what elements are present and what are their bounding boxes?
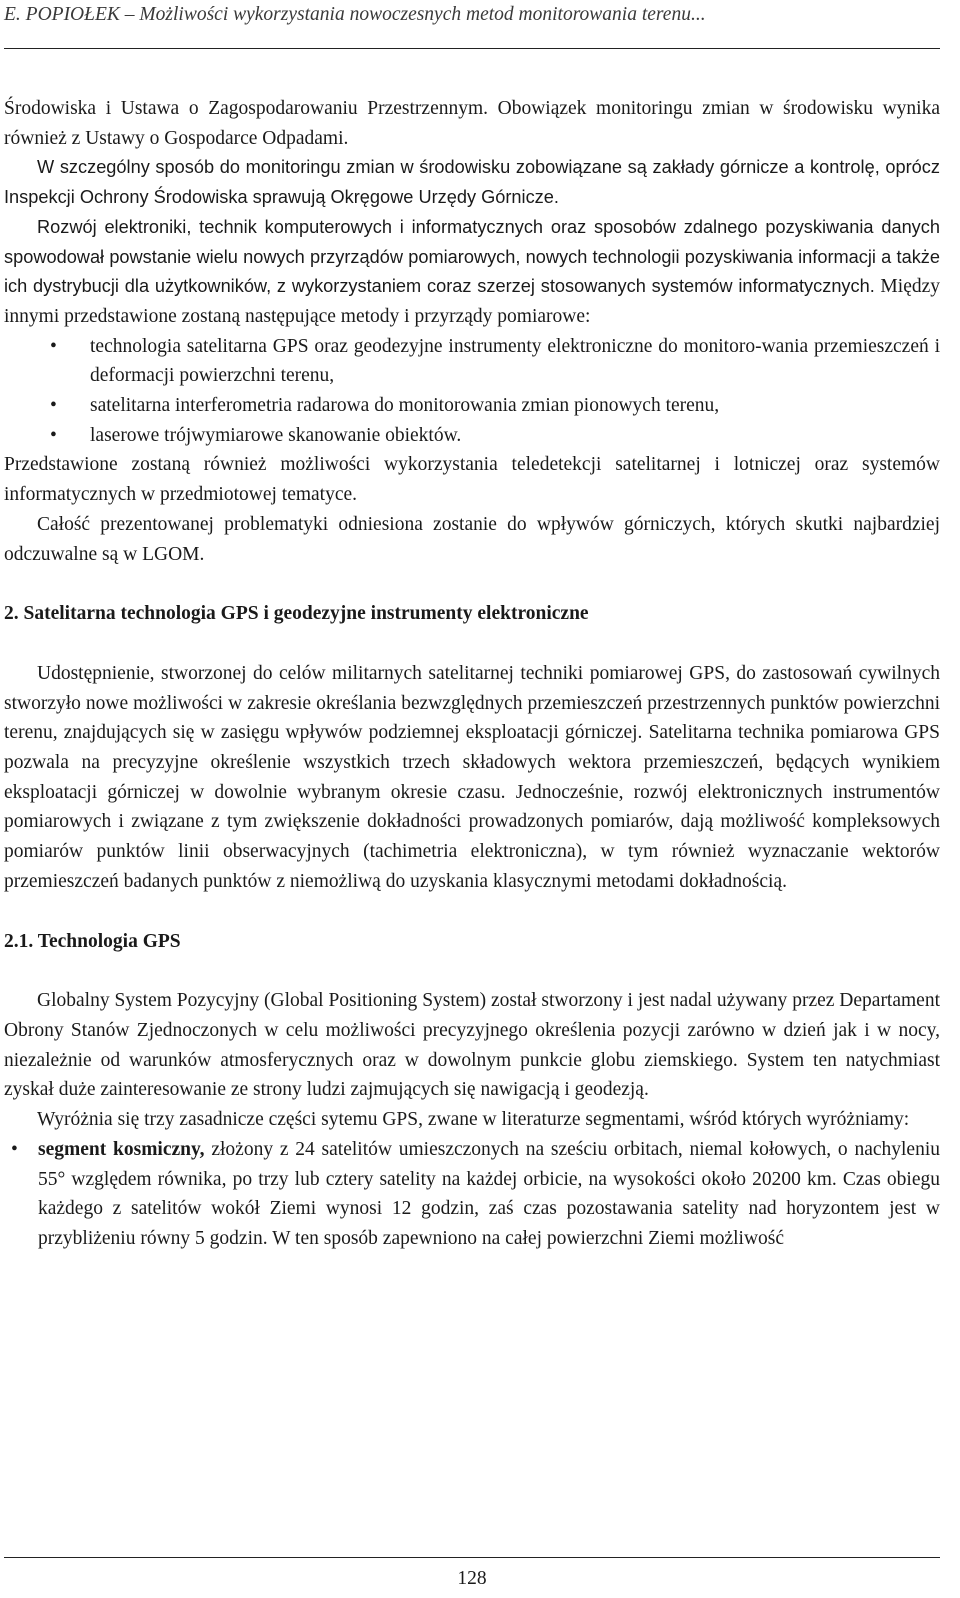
paragraph-intro-2: W szczególny sposób do monitoringu zmian w środowisku zobowiązane są zakłady górnicze a kontrolę, oprócz Inspekcji Ochrony Środowiska sprawują Okręgowe Urzędy Górnicze. [4,157,940,208]
methods-list [4,332,940,451]
segment-description: złożony z 24 satelitów umieszczonych na sześciu orbitach, niemal kołowych, o nachyleniu 55° względem równika, po trzy lub cztery satelity na każdej orbicie, na wysokości około 20200 km. Czas obiegu każdego z satelitów wokół Ziemi wynosi 12 godzin, zaś czas pozostawania satelity nad horyzontem jest w przybliżeniu równy 5 godzin. W ten sposób zapewniono na całej powierzchni Ziemi możliwość [38,1138,941,1249]
list-item [4,1135,940,1254]
running-header: E. POPIOŁEK – Możliwości wykorzystania nowoczesnych metod monitorowania terenu... [4,4,706,25]
paragraph-section-2-1-b: Wyróżnia się trzy zasadnicze części sytemu GPS, zwane w literaturze segmentami, wśród których wyróżniamy: [37,1109,910,1131]
bullet-icon: • [11,1138,18,1160]
paragraph-intro-3-sans: Rozwój elektroniki, technik komputerowych i informatycznych oraz sposobów zdalnego pozyskiwania danych spowodował powstanie wielu nowych przyrządów pomiarowych, nowych technologii pozyskiwania informacji a także ich dystrybucji dla użytkowników, z wykorzystaniem coraz szerzej stosowanych systemów informatycznych. [4,216,940,297]
page-number: 128 [457,1568,487,1589]
segments-list [4,1135,940,1254]
footer-rule [4,1557,940,1558]
section-2-1-heading: 2.1. Technologia GPS [4,930,181,952]
header-rule [4,48,940,49]
paragraph-intro-1: Środowiska i Ustawa o Zagospodarowaniu Przestrzennym. Obowiązek monitoringu zmian w środowisku wynika również z Ustawy o Gospodarce Odpadami. [4,98,940,149]
paragraph-intro-3-serif: Między innymi przedstawione zostaną następujące metody i przyrządy pomiarowe: [4,276,940,327]
paragraph-section-2: Udostępnienie, stworzonej do celów militarnych satelitarnej techniki pomiarowej GPS, do zastosowań cywilnych stworzyło nowe możliwości w zakresie określania bezwzględnych przemieszczeń przestrzennych punktów powierzchni terenu, znajdujących się w zasięgu wpływów podziemnej eksploatacji górniczej. Satelitarna technika pomiarowa GPS pozwala na precyzyjne określenie wszystkich trzech składowych wektora przemieszczeń, będących wynikiem eksploatacji górniczej w dowolnie wybranym okresie czasu. Jednocześnie, rozwój elektronicznych instrumentów pomiarowych i związane z tym zwiększenie dokładności prowadzonych pomiarów, dają możliwość kompleksowych pomiarów punktów linii obserwacyjnych (tachimetria elektroniczna), w tym również wyznaczanie wektorów przemieszczeń badanych punktów z niemożliwą do uzyskania klasycznymi metodami dokładnością. [4,662,940,892]
body-text [4,94,940,1254]
list-item [4,391,940,421]
list-item-text: satelitarna interferometria radarowa do monitorowania zmian pionowych terenu, [90,395,720,417]
paragraph-intro-3 [4,213,940,332]
list-item-text: technologia satelitarna GPS oraz geodezyjne instrumenty elektroniczne do monitoro-wania przemieszczeń i deformacji powierzchni terenu, [90,335,940,387]
bullet-icon: • [50,335,57,357]
paragraph-intro-5: Całość prezentowanej problematyki odniesiona zostanie do wpływów górniczych, których skutki najbardziej odczuwalne są w LGOM. [4,513,940,565]
bullet-icon: • [50,424,57,446]
section-2-heading: 2. Satelitarna technologia GPS i geodezyjne instrumenty elektroniczne [4,603,589,625]
bullet-icon: • [50,395,57,417]
segment-term: segment kosmiczny, [38,1138,205,1160]
paragraph-intro-4: Przedstawione zostaną również możliwości wykorzystania teledetekcji satelitarnej i lotniczej oraz systemów informatycznych w przedmiotowej tematyce. [4,454,940,506]
list-item [4,332,940,391]
paragraph-section-2-1-a: Globalny System Pozycyjny (Global Positioning System) został stworzony i jest nadal używany przez Departament Obrony Stanów Zjednoczonych w celu możliwości precyzyjnego określenia pozycji zarówno w dzień jak i w nocy, niezależnie od warunków atmosferycznych oraz w dowolnym punkcie globu ziemskiego. System ten natychmiast zyskał duże zainteresowanie ze strony ludzi zajmujących się nawigacją i geodezją. [4,990,940,1101]
list-item-text: laserowe trójwymiarowe skanowanie obiektów. [90,424,462,446]
list-item [4,421,940,451]
